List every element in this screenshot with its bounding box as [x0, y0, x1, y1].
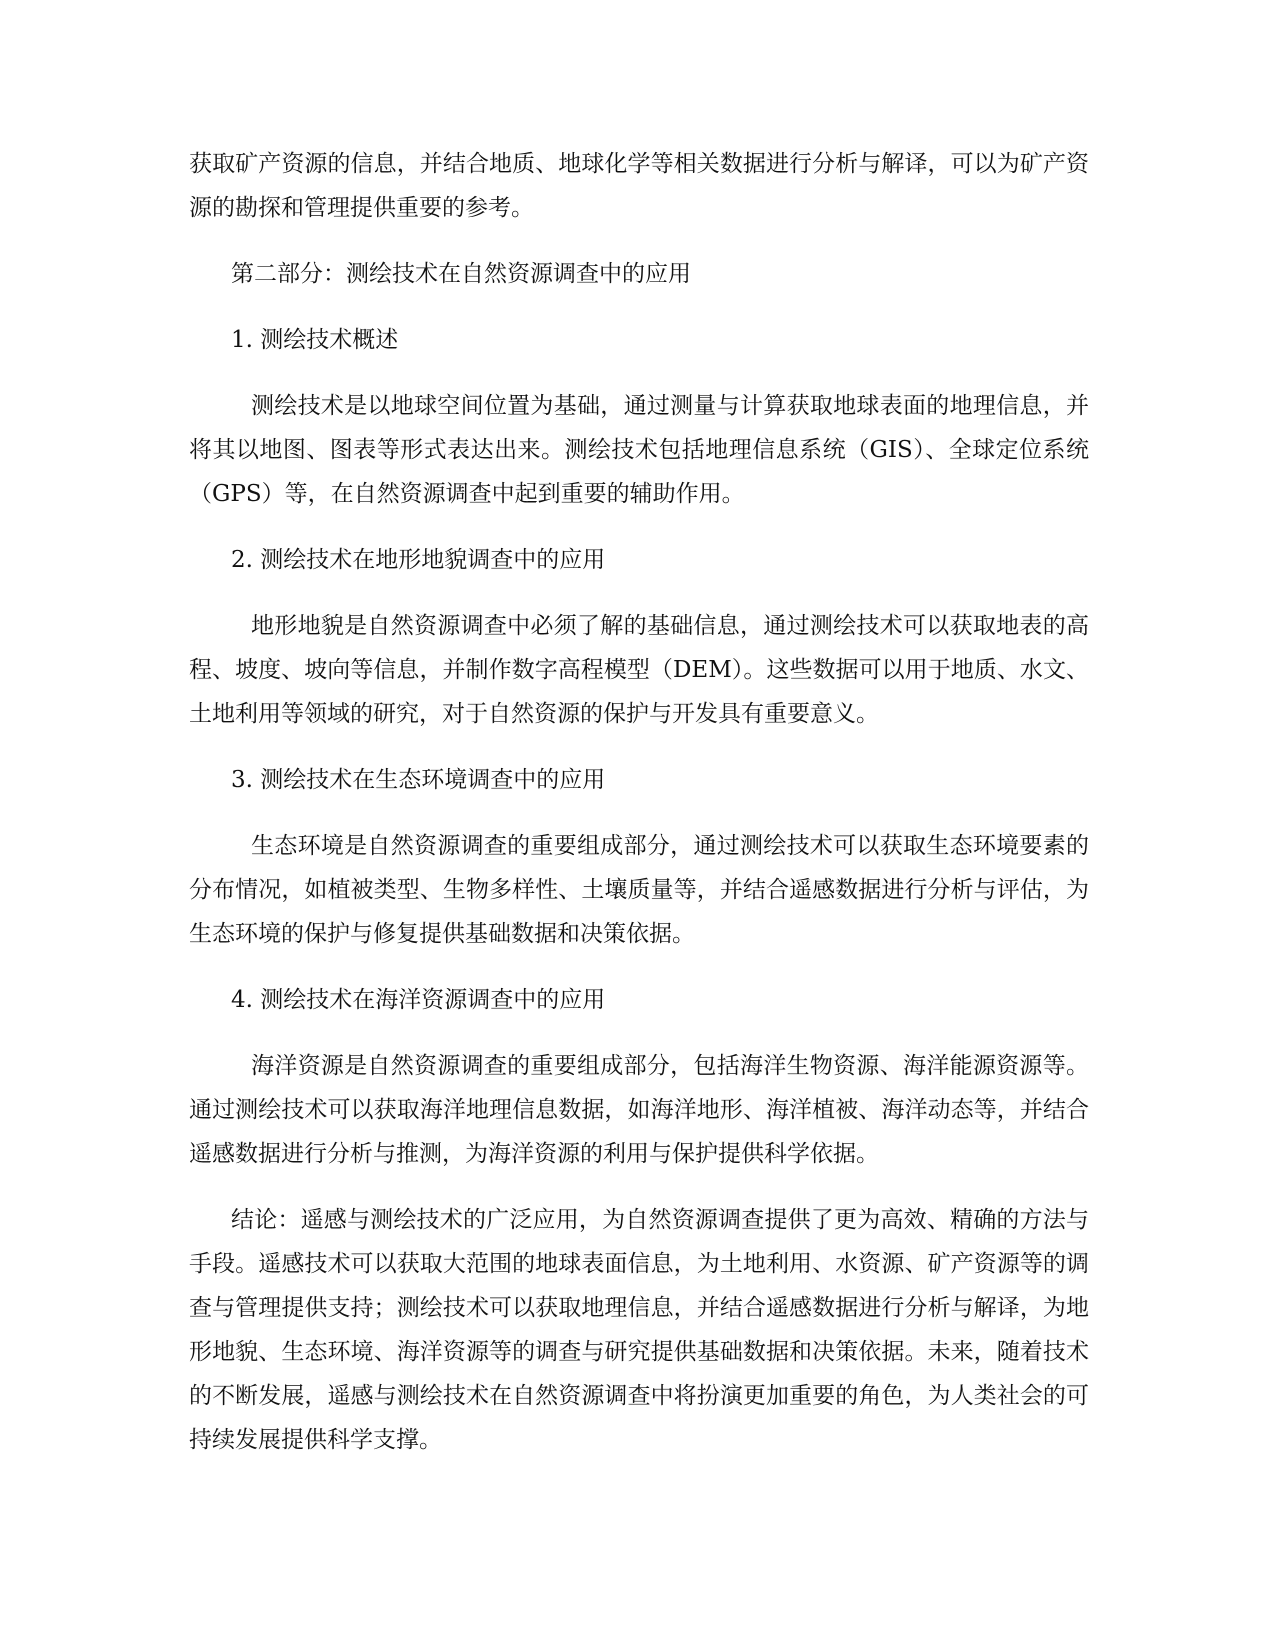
subheading-4: 4. 测绘技术在海洋资源调查中的应用	[231, 987, 606, 1013]
subheading-2: 2. 测绘技术在地形地貌调查中的应用	[231, 547, 606, 573]
subheading-3: 3. 测绘技术在生态环境调查中的应用	[231, 767, 606, 793]
paragraph-conclusion: 结论：遥感与测绘技术的广泛应用，为自然资源调查提供了更为高效、精确的方法与手段。遥感技术可以获取大范围的地球表面信息，为土地利用、水资源、矿产资源等的调查与管理提供支持；测绘技术可以获取地理信息，并结合遥感数据进行分析与解译，为地形地貌、生态环境、海洋资源等的调查与研究提供基础数据和决策依据。未来，随着技术的不断发展，遥感与测绘技术在自然资源调查中将扮演更加重要的角色，为人类社会的可持续发展提供科学支撑。	[189, 1207, 1089, 1453]
subheading-1: 1. 测绘技术概述	[231, 327, 399, 353]
section-heading-part-two: 第二部分：测绘技术在自然资源调查中的应用	[231, 261, 691, 287]
paragraph-ecology: 生态环境是自然资源调查的重要组成部分，通过测绘技术可以获取生态环境要素的分布情况，如植被类型、生物多样性、土壤质量等，并结合遥感数据进行分析与评估，为生态环境的保护与修复提供基础数据和决策依据。	[189, 833, 1089, 947]
document-page	[189, 142, 1089, 1462]
paragraph-mineral-continuation: 获取矿产资源的信息，并结合地质、地球化学等相关数据进行分析与解译，可以为矿产资源的勘探和管理提供重要的参考。	[189, 151, 1089, 221]
paragraph-terrain: 地形地貌是自然资源调查中必须了解的基础信息，通过测绘技术可以获取地表的高程、坡度、坡向等信息，并制作数字高程模型（DEM）。这些数据可以用于地质、水文、土地利用等领域的研究，对于自然资源的保护与开发具有重要意义。	[189, 613, 1089, 727]
paragraph-ocean: 海洋资源是自然资源调查的重要组成部分，包括海洋生物资源、海洋能源资源等。通过测绘技术可以获取海洋地理信息数据，如海洋地形、海洋植被、海洋动态等，并结合遥感数据进行分析与推测，为海洋资源的利用与保护提供科学依据。	[189, 1053, 1089, 1167]
paragraph-overview: 测绘技术是以地球空间位置为基础，通过测量与计算获取地球表面的地理信息，并将其以地图、图表等形式表达出来。测绘技术包括地理信息系统（GIS）、全球定位系统（GPS）等，在自然资源调查中起到重要的辅助作用。	[189, 393, 1089, 507]
